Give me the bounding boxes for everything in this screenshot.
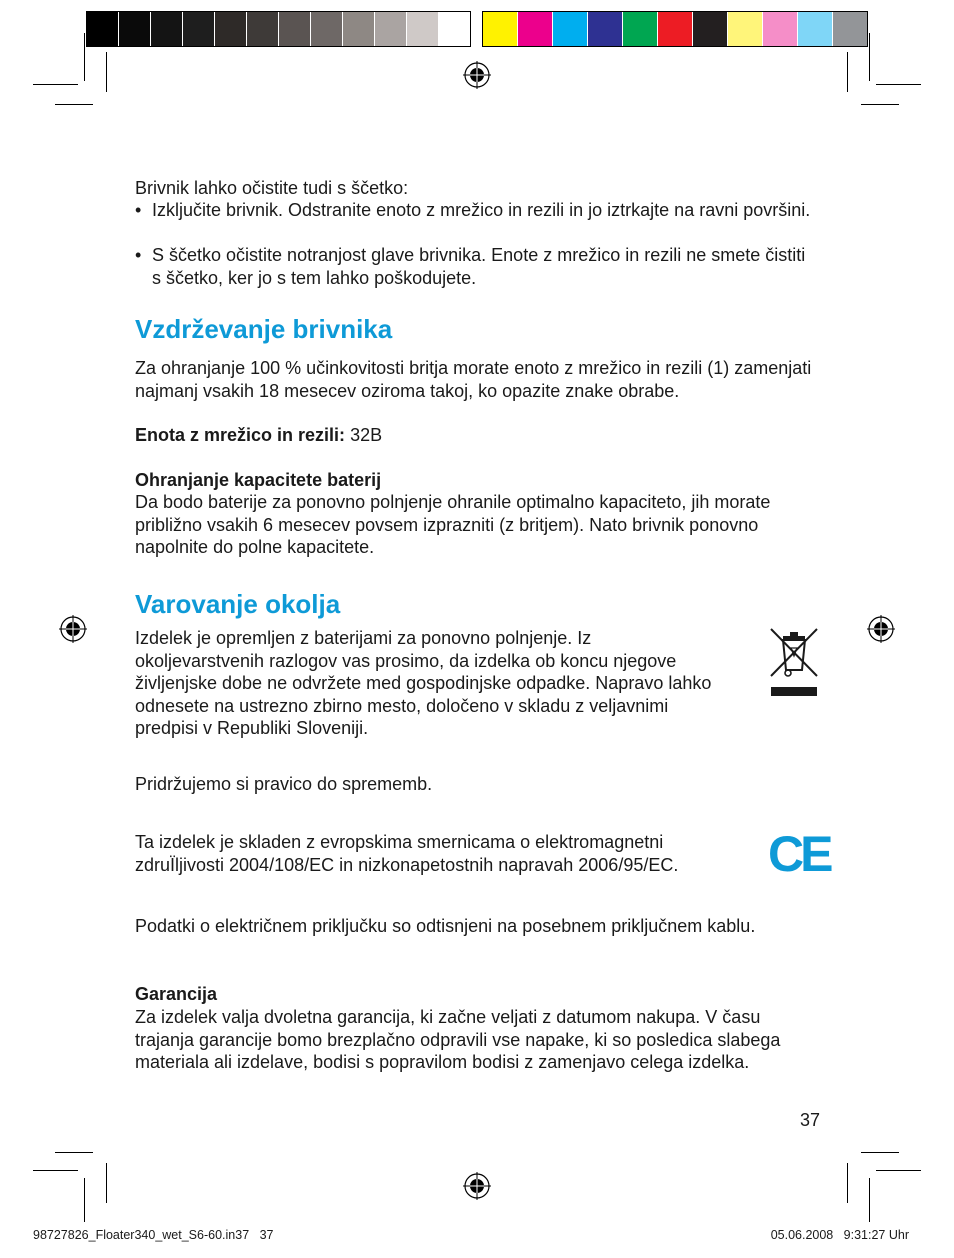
- bullet-dot: •: [135, 200, 142, 220]
- maintenance-heading: Vzdrževanje brivnika: [135, 314, 393, 344]
- calibration-swatch: [658, 12, 692, 46]
- calibration-swatch: [407, 12, 438, 46]
- warranty-paragraph: Za izdelek valja dvoletna garancija, ki začne veljati z datumom nakupa. V času trajanja garancije bomo brezplačno odpravili vse napake, ki so posledica slabega materiala ali izdelave, bodisi s popravilom bodisi z zamenjavo celega izdelka.: [135, 1007, 781, 1072]
- maintenance-paragraph: Za ohranjanje 100 % učinkovitosti britja morate enoto z mrežico in rezili (1) zamenjati najmanj vsakih 18 mesecev oziroma takoj, ko opazite znake obrabe.: [135, 358, 812, 401]
- calibration-swatch: [833, 12, 867, 46]
- calibration-swatch: [87, 12, 118, 46]
- crop-mark-bottom-right-h2: [876, 1170, 921, 1171]
- page-number: 37: [799, 1110, 820, 1130]
- bullet-dot: •: [135, 245, 142, 265]
- registration-mark-icon: [463, 1172, 491, 1200]
- calibration-swatch: [311, 12, 342, 46]
- bullet-text: Izključite brivnik. Odstranite enoto z mrežico in rezili in jo iztrkajte na ravni površini.: [152, 200, 811, 220]
- crop-mark-top-right-h2: [861, 104, 899, 105]
- registration-mark-icon: [463, 61, 491, 89]
- crop-mark-bottom-right-h: [861, 1152, 899, 1153]
- footer-timestamp: 05.06.2008 9:31:27 Uhr: [770, 1228, 909, 1242]
- calibration-swatch: [119, 12, 150, 46]
- battery-paragraph: Da bodo baterije za ponovno polnjenje ohranile optimalno kapaciteto, jih morate približno vsakih 6 mesecev povsem izprazniti (z britjem). Nato brivnik ponovno napolnite do polne kapacitete.: [135, 492, 771, 557]
- warranty-heading: Garancija: [135, 984, 218, 1004]
- calibration-swatch: [151, 12, 182, 46]
- crop-mark-bottom-left-h2: [33, 1170, 78, 1171]
- calibration-swatch: [279, 12, 310, 46]
- crop-mark-bottom-left-v2: [84, 1178, 85, 1222]
- bullet-text: S ščetko očistite notranjost glave brivnika. Enote z mrežico in rezili ne smete čistiti s ščetko, ker jo s tem lahko poškodujete.: [152, 245, 806, 288]
- intro-line: Brivnik lahko očistite tudi s ščetko:: [135, 178, 409, 198]
- ce-mark-icon: CE: [768, 826, 830, 882]
- crop-mark-top-left-v: [84, 33, 85, 81]
- crop-mark-bottom-left-h: [55, 1152, 93, 1153]
- calibration-swatch: [798, 12, 832, 46]
- calibration-swatch: [763, 12, 797, 46]
- registration-mark-icon: [867, 615, 895, 643]
- crop-mark-bottom-left-v: [106, 1163, 107, 1203]
- crop-mark-top-right-v2: [847, 52, 848, 92]
- part-number-value: 32B: [350, 425, 383, 445]
- calibration-swatch: [728, 12, 762, 46]
- calibration-swatch: [623, 12, 657, 46]
- intro-bullet-1: [135, 199, 815, 222]
- compliance-paragraph: Ta izdelek je skladen z evropskima smernicama o elektromagnetni zdruÏljivosti 2004/108/EC in nizkonapetostnih napravah 2006/95/EC.: [135, 832, 679, 875]
- crop-mark-bottom-right-v: [847, 1163, 848, 1203]
- crop-mark-top-left-h2: [55, 104, 93, 105]
- intro-bullet-2: [135, 244, 815, 289]
- calibration-swatch: [483, 12, 517, 46]
- calibration-swatch: [588, 12, 622, 46]
- calibration-swatch: [215, 12, 246, 46]
- crop-mark-bottom-right-v2: [869, 1178, 870, 1222]
- part-number-line: [135, 424, 382, 447]
- calibration-swatch: [183, 12, 214, 46]
- electrical-info: Podatki o električnem priključku so odtisnjeni na posebnem priključnem kablu.: [135, 916, 756, 936]
- calibration-swatch: [375, 12, 406, 46]
- calibration-swatch: [343, 12, 374, 46]
- calibration-swatch: [518, 12, 552, 46]
- calibration-swatch: [439, 12, 470, 46]
- crop-mark-top-left-h: [33, 84, 78, 85]
- environment-heading: Varovanje okolja: [135, 589, 341, 619]
- calibration-swatch: [247, 12, 278, 46]
- calibration-swatch: [693, 12, 727, 46]
- battery-heading: Ohranjanje kapacitete baterij: [135, 470, 382, 490]
- registration-mark-icon: [59, 615, 87, 643]
- crop-mark-top-right-v: [869, 33, 870, 81]
- crop-mark-top-left-v2: [106, 52, 107, 92]
- footer-file-info: 98727826_Floater340_wet_S6-60.in37 37: [33, 1228, 274, 1242]
- crop-mark-top-right-h: [876, 84, 921, 85]
- rights-notice: Pridržujemo si pravico do sprememb.: [135, 774, 433, 794]
- environment-paragraph: Izdelek je opremljen z baterijami za ponovno polnjenje. Iz okoljevarstvenih razlogov vas prosimo, da izdelka ob koncu njegove življenjske dobe ne odvržete med gospodinjske odpadke. Napravo lahko odnesete na ustrezno zbirno mesto, določeno v skladu z veljavnimi predpisi v Republiki Sloveniji.: [135, 628, 712, 738]
- calibration-swatch: [553, 12, 587, 46]
- crossed-out-wheelie-bin-icon: [768, 626, 820, 698]
- part-number-label: Enota z mrežico in rezili:: [135, 425, 346, 445]
